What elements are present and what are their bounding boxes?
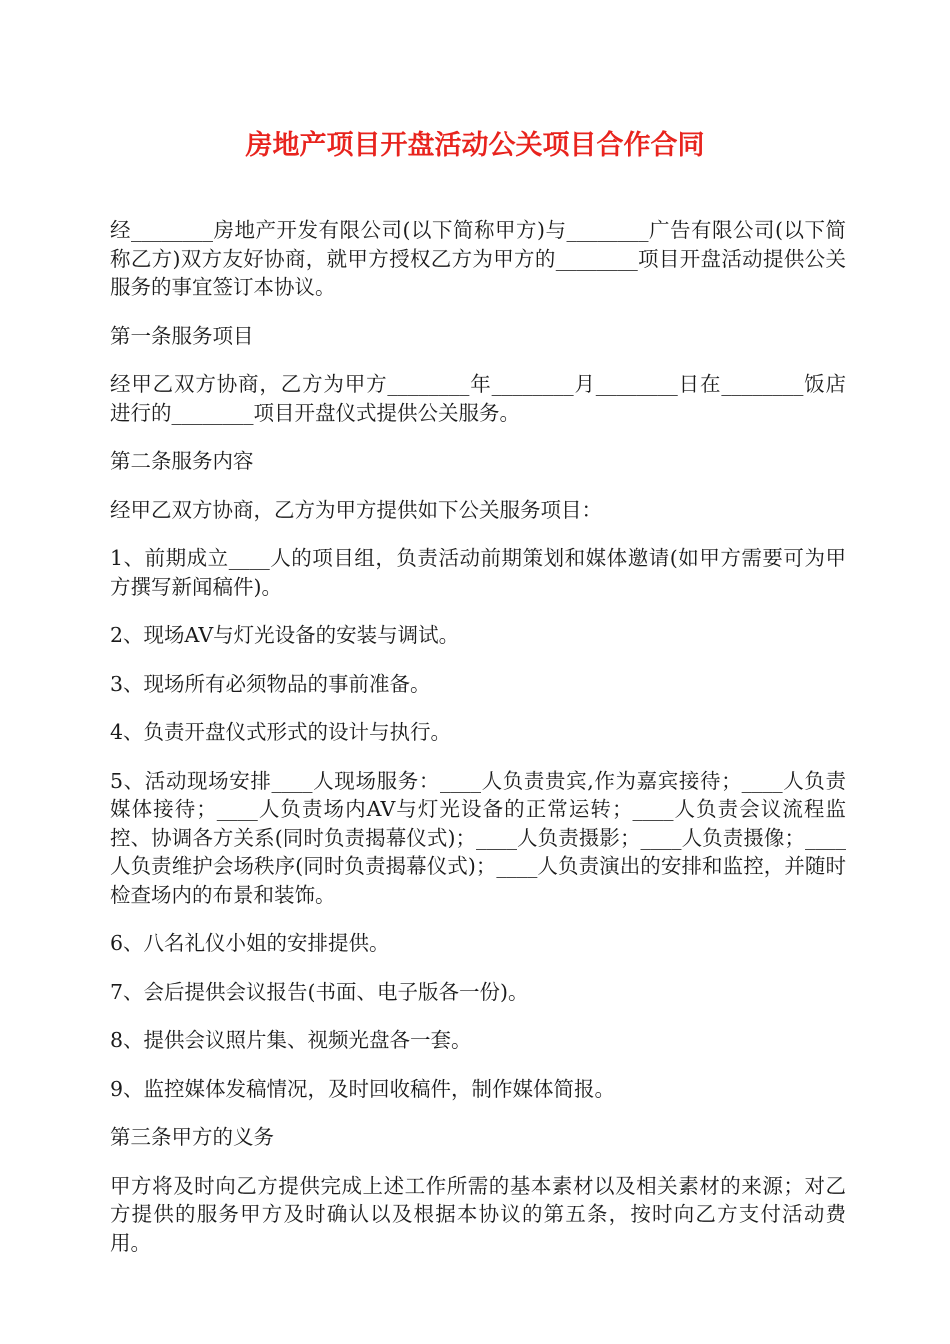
service-content-intro: 经甲乙双方协商，乙方为甲方提供如下公关服务项目： <box>110 497 602 522</box>
service-content-item-6: 6、八名礼仪小姐的安排提供。 <box>110 931 390 955</box>
document-title: 房地产项目开盘活动公关项目合作合同 <box>245 130 705 161</box>
service-content-item-7: 7、会后提供会议报告(书面、电子版各一份)。 <box>110 979 529 1004</box>
service-content-item-3: 3、现场所有必须物品的事前准备。 <box>110 671 431 696</box>
service-content-item-8: 8、提供会议照片集、视频光盘各一套。 <box>110 1028 472 1052</box>
service-content-item-4: 4、负责开盘仪式形式的设计与执行。 <box>110 720 452 744</box>
section-heading-party-a-obligations: 第三条甲方的义务 <box>110 1125 274 1149</box>
service-content-item-5: 5、活动现场安排____人现场服务：____人负责贵宾,作为嘉宾接待；____人负责媒体接待；____人负责场内AV与灯光设备的正常运转；____人负责会议流程监控、协调各方关系(同时负责揭幕仪式)；____人负责摄影；____人负责摄像；____人负责维护会场秩序(同时负责揭幕仪式)；____人负责演出的安排和监控，并随时检查场内的布景和装饰。 <box>110 768 846 907</box>
service-content-item-9: 9、监控媒体发稿情况，及时回收稿件，制作媒体简报。 <box>110 1076 616 1101</box>
intro-paragraph: 经________房地产开发有限公司(以下简称甲方)与________广告有限公司(以下简称乙方)双方友好协商，就甲方授权乙方为甲方的________项目开盘活动提供公关服务的事宜签订本协议。 <box>110 218 846 299</box>
service-content-item-1: 1、前期成立____人的项目组，负责活动前期策划和媒体邀请(如甲方需要可为甲方撰写新闻稿件)。 <box>110 546 846 599</box>
section-heading-service-items: 第一条服务项目 <box>110 323 254 348</box>
party-a-obligations-paragraph: 甲方将及时向乙方提供完成上述工作所需的基本素材以及相关素材的来源；对乙方提供的服务甲方及时确认以及根据本协议的第五条，按时向乙方支付活动费用。 <box>110 1173 846 1255</box>
service-items-paragraph: 经甲乙双方协商，乙方为甲方________年________月________日在________饭店进行的________项目开盘仪式提供公关服务。 <box>110 372 846 425</box>
document-body <box>110 216 846 1277</box>
service-content-item-2: 2、现场AV与灯光设备的安装与调试。 <box>110 623 460 647</box>
section-heading-service-content: 第二条服务内容 <box>110 449 254 473</box>
